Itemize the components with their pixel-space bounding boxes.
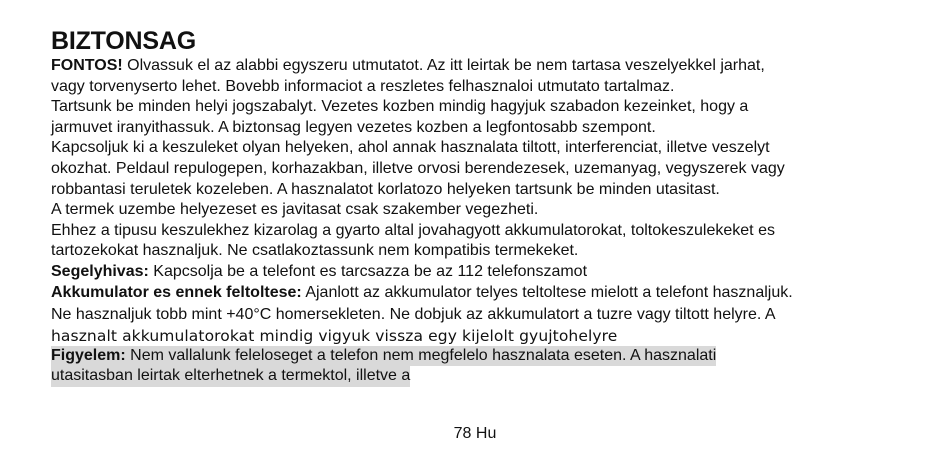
accessories-line-1: Ehhez a tipusu keszulekhez kizarolag a gyarto altal jovahagyott akkumulatorokat, toltokeszulekeket es <box>51 221 775 239</box>
warning-line-2 <box>51 366 911 387</box>
warning-line-1 <box>51 346 911 367</box>
accessories-line-2: tartozekokat hasznaljuk. Ne csatlakoztassunk nem kompatibis termekeket. <box>51 242 579 260</box>
switch-off-line-2: okozhat. Peldaul repulogepen, korhazakban, illetve orvosi berendezesek, uzemanyag, vegyszerek vagy <box>51 159 785 177</box>
section-title: BIZTONSAG <box>51 27 196 55</box>
switch-off-line-1: Kapcsoljuk ki a keszuleket olyan helyeken, ahol annak hasznalata tiltott, interferenciat, illetve veszelyt <box>51 139 770 157</box>
laws-line-2: jarmuvet iranyithassuk. A biztonsag legyen vezetes kozben a legfontosabb szempont. <box>51 118 656 136</box>
manual-page <box>51 26 911 387</box>
battery-line-1 <box>51 283 911 304</box>
important-line-2: vagy torvenyserto lehet. Bovebb informaciot a reszletes felhasznaloi utmutato tartalmaz. <box>51 77 675 95</box>
important-label: FONTOS! <box>51 57 123 74</box>
emergency-text: Kapcsolja be a telefont es tarcsazza be az 112 telefonszamot <box>148 262 588 280</box>
laws-line-1: Tartsunk be minden helyi jogszabalyt. Vezetes kozben mindig hagyjuk szabadon kezeinket, hogy a <box>51 98 749 116</box>
warning-highlight-2: utasitasban leirtak elterhetnek a termektol, illetve a <box>51 366 410 387</box>
emergency-label: Segelyhivas: <box>51 262 149 280</box>
switch-off-line-3: robbantasi teruletek kozeleben. A hasznalatot korlatozo helyeken tartsunk be minden utasitast. <box>51 180 720 198</box>
battery-line-2: Ne hasznaljuk tobb mint +40°C homersekleten. Ne dobjuk az akkumulatort a tuzre vagy tiltott helyre. A <box>51 306 776 324</box>
important-line-1 <box>51 56 911 77</box>
warning-label: Figyelem: <box>51 346 126 364</box>
warning-text: Nem vallalunk feleloseget a telefon nem megfelelo hasznalata eseten. A hasznalati <box>125 346 717 364</box>
important-text: Olvassuk el az alabbi egyszeru utmutatot. Az itt leirtak be nem tartasa veszelyekkel jarhat, <box>122 57 765 74</box>
emergency-line <box>51 262 911 283</box>
service-line: A termek uzembe helyezeset es javitasat csak szakember vegezheti. <box>51 201 539 219</box>
page-number: 78 Hu <box>453 425 497 442</box>
battery-label: Akkumulator es ennek feltoltese: <box>51 283 302 301</box>
battery-text: Ajanlott az akkumulator telyes teltoltese mielott a telefont hasznaljuk. <box>301 283 793 301</box>
battery-line-3: hasznalt akkumulatorokat mindig vigyuk vissza egy kijelolt gyujtohelyre <box>51 326 618 345</box>
warning-highlight-1 <box>51 346 716 367</box>
